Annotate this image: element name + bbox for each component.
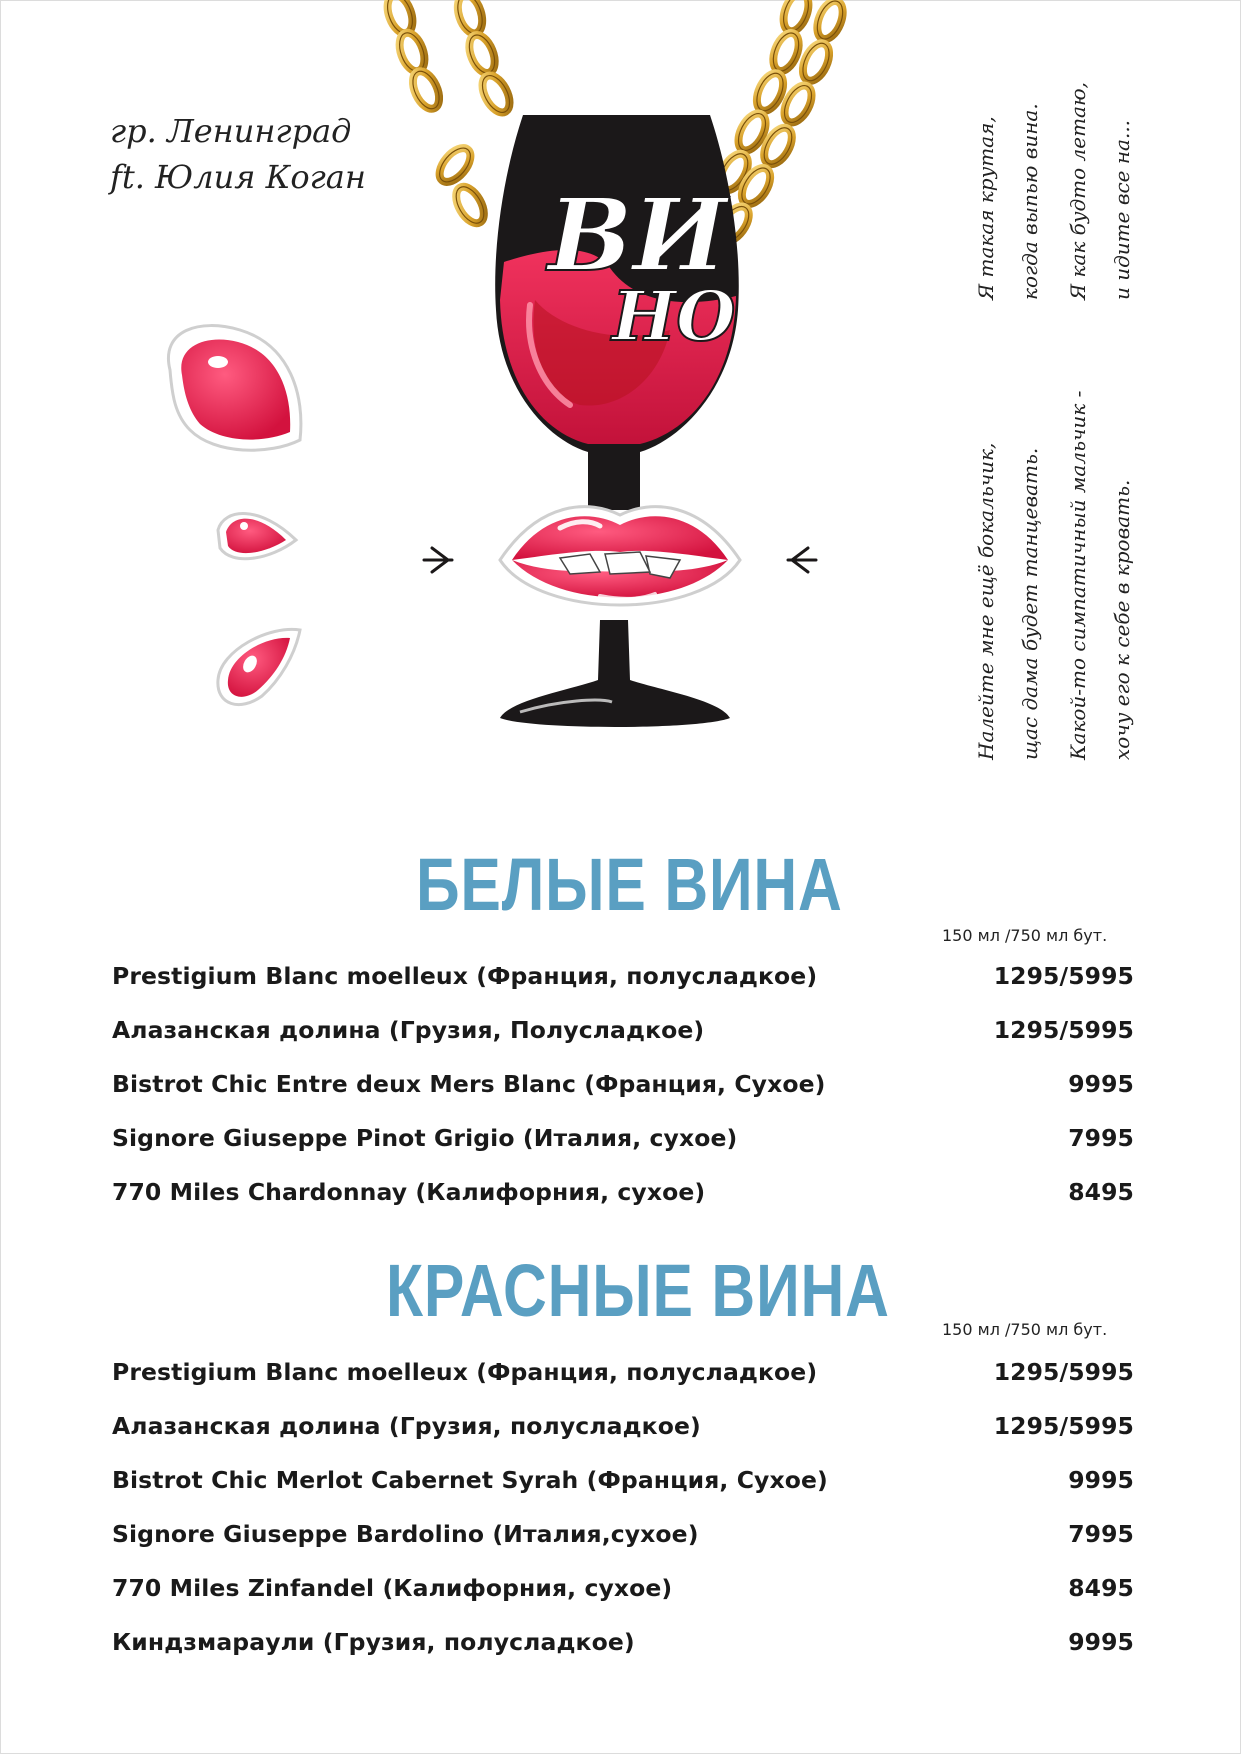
menu-item	[112, 1124, 1134, 1178]
lips-icon	[500, 507, 740, 605]
wine-name: Prestigium Blanc moelleux (Франция, полусладкое)	[112, 962, 818, 990]
menu-item	[112, 1358, 1134, 1412]
wine-name: Алазанская долина (Грузия, полусладкое)	[112, 1412, 701, 1440]
lyrics-line: хочу его к себе в кровать.	[1110, 479, 1134, 760]
gold-chain-left	[383, 0, 515, 228]
wine-price: 8495	[1068, 1574, 1134, 1602]
arrow-accent-left	[424, 548, 452, 572]
wine-price: 9995	[1068, 1628, 1134, 1656]
wine-drop-medium-icon	[218, 629, 300, 704]
wine-price: 1295/5995	[993, 1016, 1134, 1044]
menu-item	[112, 1412, 1134, 1466]
wine-price: 1295/5995	[993, 1412, 1134, 1440]
volume-note: 150 мл /750 мл бут.	[942, 926, 1108, 945]
wine-name: Prestigium Blanc moelleux (Франция, полусладкое)	[112, 1358, 818, 1386]
wine-drop-small-icon	[218, 514, 296, 559]
artist-credit-line-1: гр. Ленинград	[110, 112, 352, 150]
lyrics-line: Я такая крутая,	[974, 116, 998, 300]
menu-item	[112, 962, 1134, 1016]
wine-drop-large-icon	[168, 326, 300, 451]
gold-chain-right	[713, 0, 847, 247]
lyrics-line: и идите все на...	[1110, 119, 1134, 300]
artist-credit-line-2: ft. Юлия Коган	[110, 158, 366, 196]
wine-name: Bistrot Chic Merlot Cabernet Syrah (Франция, Сухое)	[112, 1466, 828, 1494]
menu-item	[112, 1574, 1134, 1628]
wine-name: Киндзмараули (Грузия, полусладкое)	[112, 1628, 635, 1656]
menu-item	[112, 1070, 1134, 1124]
wine-price: 8495	[1068, 1178, 1134, 1206]
wine-name: 770 Miles Zinfandel (Калифорния, сухое)	[112, 1574, 673, 1602]
wine-price: 1295/5995	[993, 962, 1134, 990]
wine-name: 770 Miles Chardonnay (Калифорния, сухое)	[112, 1178, 706, 1206]
wine-price: 9995	[1068, 1466, 1134, 1494]
wine-price: 7995	[1068, 1520, 1134, 1548]
lyrics-line: Я как будто летаю,	[1066, 82, 1090, 300]
white-wine-list	[112, 962, 1134, 1232]
lyrics-line: щас дама будет танцевать.	[1018, 447, 1042, 760]
wine-price: 9995	[1068, 1070, 1134, 1098]
logo-text-top: ВИ	[548, 176, 728, 294]
menu-item	[112, 1628, 1134, 1682]
red-wine-list	[112, 1358, 1134, 1682]
wine-price: 1295/5995	[993, 1358, 1134, 1386]
section-title-white-wines: БЕЛЫЕ ВИНА	[416, 843, 843, 926]
logo-text-bottom: НО	[612, 277, 736, 357]
menu-item	[112, 1520, 1134, 1574]
volume-note: 150 мл /750 мл бут.	[942, 1320, 1108, 1339]
menu-item	[112, 1466, 1134, 1520]
wine-name: Bistrot Chic Entre deux Mers Blanc (Франция, Сухое)	[112, 1070, 826, 1098]
lyrics-line: Налейте мне ещё бокальчик,	[974, 442, 998, 760]
lyrics-line: Какой-то симпатичный мальчик -	[1066, 390, 1090, 760]
wine-price: 7995	[1068, 1124, 1134, 1152]
menu-item	[112, 1178, 1134, 1232]
menu-item	[112, 1016, 1134, 1070]
arrow-accent-right	[788, 548, 816, 572]
wine-name: Signore Giuseppe Bardolino (Италия,сухое)	[112, 1520, 699, 1548]
lyrics-line: когда выпью вина.	[1018, 103, 1042, 300]
wine-name: Signore Giuseppe Pinot Grigio (Италия, сухое)	[112, 1124, 738, 1152]
wine-name: Алазанская долина (Грузия, Полусладкое)	[112, 1016, 705, 1044]
section-title-red-wines: КРАСНЫЕ ВИНА	[386, 1249, 890, 1332]
